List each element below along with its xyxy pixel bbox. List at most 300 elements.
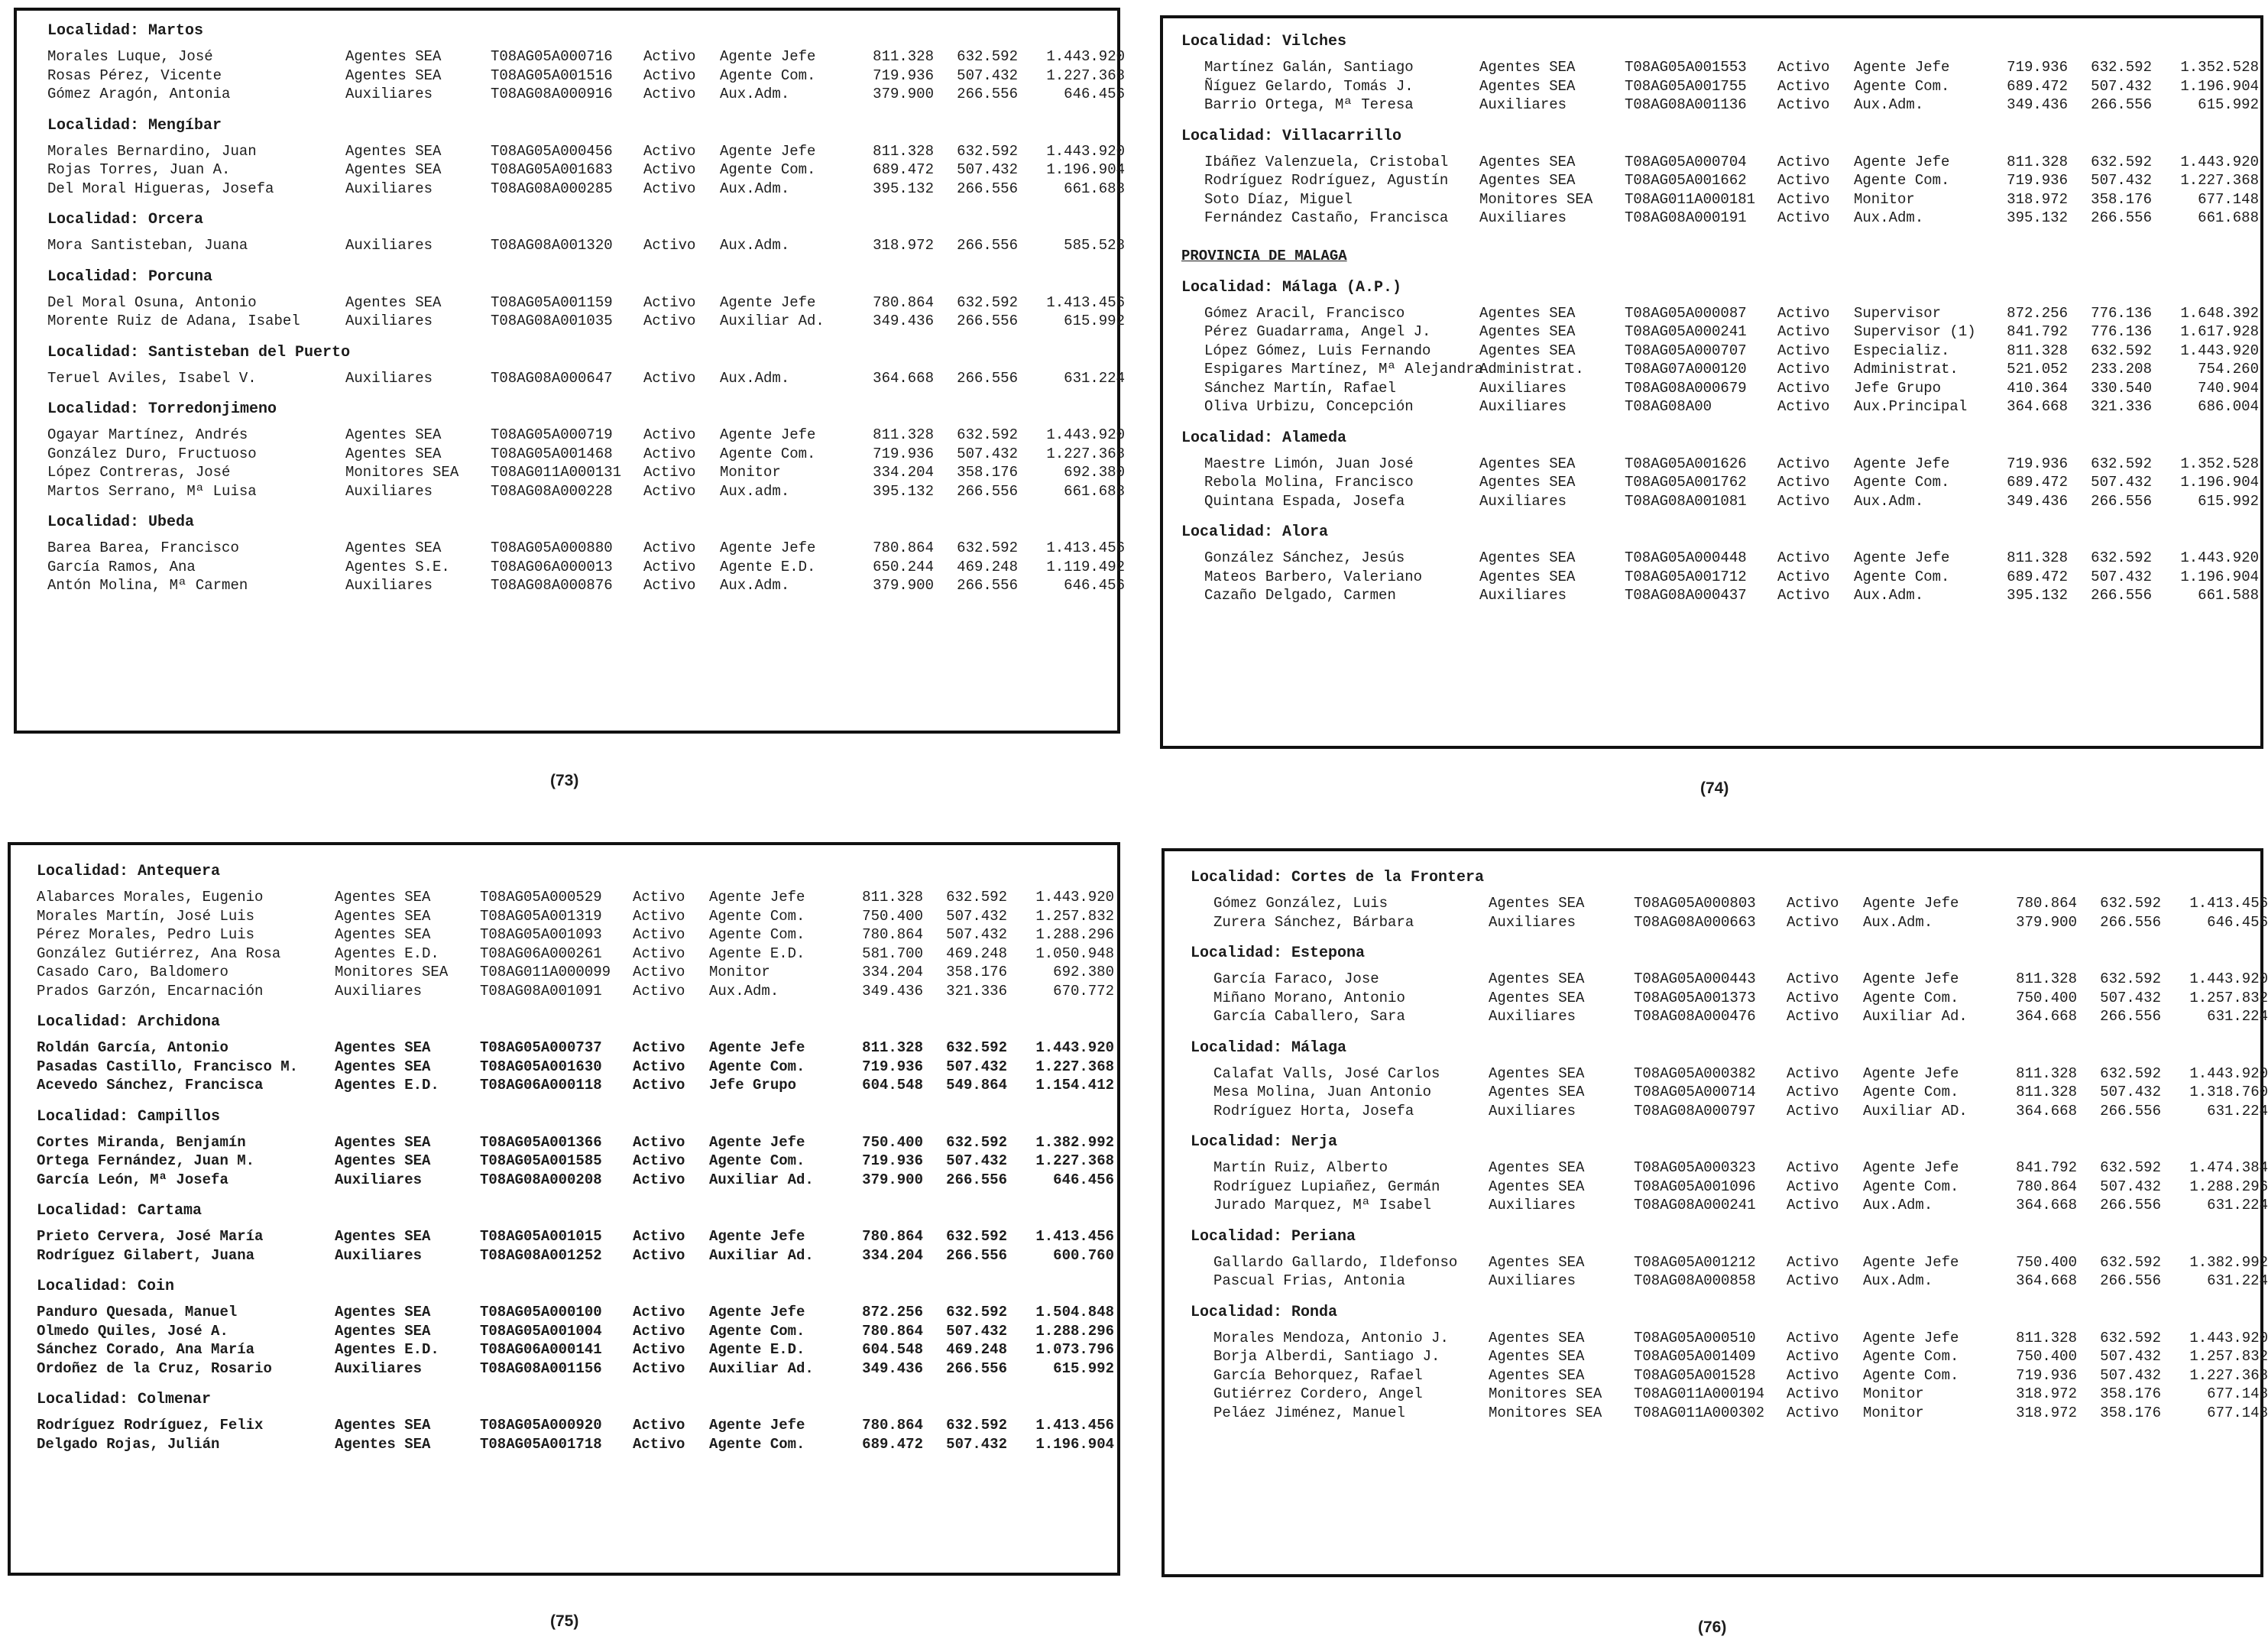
salary-base: 872.256 <box>2007 304 2068 322</box>
employee-name: Jurado Marquez, Mª Isabel <box>1213 1197 1432 1213</box>
category: Monitores SEA <box>1489 1385 1602 1402</box>
category: Auxiliares <box>1479 587 1567 604</box>
employee-name: Acevedo Sánchez, Francisca <box>37 1077 264 1094</box>
employee-row <box>1181 473 2260 492</box>
position: Supervisor (1) <box>1854 323 1976 340</box>
job-code: T08AG08A00 <box>1625 398 1712 415</box>
employee-row <box>1191 1253 2268 1272</box>
category: Monitores SEA <box>1479 190 1593 208</box>
category: Agentes SEA <box>1489 970 1585 987</box>
position: Aux.Adm. <box>720 369 790 387</box>
position: Aux.Adm. <box>720 237 790 254</box>
status: Activo <box>633 1058 685 1075</box>
salary-base: 364.668 <box>2016 1272 2077 1289</box>
status: Activo <box>1777 568 1830 585</box>
complement: 632.592 <box>2100 1159 2161 1176</box>
status: Activo <box>1787 1064 1839 1082</box>
salary-base: 811.328 <box>2007 153 2068 170</box>
employee-row <box>37 1246 1117 1265</box>
job-code: T08AG05A000448 <box>1625 549 1747 566</box>
job-code: T08AG08A001156 <box>480 1359 602 1377</box>
employee-name: Rojas Torres, Juan A. <box>47 161 231 178</box>
category: Agentes SEA <box>335 1228 431 1245</box>
category: Auxiliares <box>1489 1197 1576 1213</box>
position: Agente Jefe <box>1854 153 1950 170</box>
category: Agentes SEA <box>335 1322 431 1340</box>
salary-base: 872.256 <box>862 1304 923 1320</box>
total: 1.382.992 <box>2189 1253 2268 1271</box>
page-number-76: (76) <box>1698 1618 1727 1636</box>
complement: 233.208 <box>2091 361 2152 377</box>
position: Agente Com. <box>1854 77 1950 95</box>
employee-name: Antón Molina, Mª Carmen <box>47 577 248 594</box>
employee-row <box>47 576 1125 595</box>
job-code: T08AG05A001409 <box>1634 1348 1756 1365</box>
salary-base: 318.972 <box>2007 190 2068 208</box>
employee-row <box>37 1359 1117 1379</box>
position: Agente E.D. <box>720 558 816 575</box>
job-code: T08AG011A000099 <box>480 964 611 980</box>
category: Agentes SEA <box>1479 455 1576 472</box>
category: Agentes SEA <box>1489 1329 1585 1346</box>
total: 661.688 <box>1064 180 1125 197</box>
job-code: T08AG05A001630 <box>480 1058 602 1075</box>
employee-name: Morales Luque, José <box>47 48 213 65</box>
locality-heading: Localidad: Cartama <box>37 1202 202 1220</box>
total: 1.352.528 <box>2180 455 2259 472</box>
salary-base: 689.472 <box>2007 474 2068 491</box>
job-code: T08AG08A001252 <box>480 1246 602 1264</box>
employee-row <box>47 445 1125 464</box>
job-code: T08AG05A000100 <box>480 1304 602 1320</box>
total: 1.227.368 <box>2189 1366 2268 1384</box>
position: Agente Com. <box>720 66 816 84</box>
complement: 632.592 <box>957 426 1018 443</box>
status: Activo <box>643 66 696 84</box>
category: Agentes SEA <box>335 1039 431 1056</box>
position: Aux.Adm. <box>720 577 790 594</box>
status: Activo <box>633 1077 685 1094</box>
employee-name: García Ramos, Ana <box>47 558 196 575</box>
job-code: T08AG05A001096 <box>1634 1178 1756 1195</box>
employee-row <box>1181 209 2260 228</box>
salary-base: 841.792 <box>2007 323 2068 340</box>
employee-list <box>1191 1253 2268 1291</box>
locality-heading: Localidad: Periana <box>1191 1227 1356 1246</box>
employee-row <box>1191 1102 2268 1121</box>
employee-row <box>1191 894 2268 913</box>
locality-heading: Localidad: Cortes de la Frontera <box>1191 869 1485 886</box>
salary-base: 811.328 <box>2016 1329 2077 1346</box>
employee-row <box>47 558 1125 577</box>
job-code: T08AG05A001585 <box>480 1152 602 1169</box>
complement: 266.556 <box>957 180 1018 197</box>
position: Auxiliar Ad. <box>1863 1008 1968 1025</box>
locality-heading: Localidad: Torredonjimeno <box>47 400 277 418</box>
employee-name: Martos Serrano, Mª Luisa <box>47 482 257 500</box>
complement: 507.432 <box>946 907 1007 925</box>
status: Activo <box>643 482 696 500</box>
total: 1.257.832 <box>2189 989 2268 1006</box>
category: Auxiliares <box>345 180 433 197</box>
employee-name: Soto Díaz, Miguel <box>1204 190 1353 208</box>
employee-name: Del Moral Higueras, Josefa <box>47 180 274 197</box>
status: Activo <box>1787 989 1839 1006</box>
job-code: T08AG05A001528 <box>1634 1366 1756 1384</box>
salary-base: 395.132 <box>2007 209 2068 226</box>
salary-base: 395.132 <box>2007 587 2068 604</box>
employee-name: Morales Mendoza, Antonio J. <box>1213 1329 1449 1346</box>
category: Auxiliares <box>1489 1008 1576 1025</box>
salary-base: 334.204 <box>862 1246 923 1264</box>
employee-name: Quintana Espada, Josefa <box>1204 492 1405 510</box>
complement: 358.176 <box>957 464 1018 481</box>
position: Agente Jefe <box>709 1304 805 1320</box>
total: 692.380 <box>1064 464 1125 481</box>
employee-name: Borja Alberdi, Santiago J. <box>1213 1348 1440 1365</box>
job-code: T08AG08A000476 <box>1634 1008 1756 1025</box>
locality-heading: Localidad: Alora <box>1181 523 1329 541</box>
complement: 632.592 <box>946 889 1007 906</box>
position: Agente Jefe <box>720 426 816 443</box>
job-code: T08AG08A000228 <box>491 482 613 500</box>
total: 1.443.920 <box>2180 549 2259 566</box>
page-75-panel <box>8 842 1120 1576</box>
status: Activo <box>643 426 696 443</box>
locality-heading: Localidad: Villacarrillo <box>1181 127 1402 145</box>
total: 631.224 <box>2207 1008 2268 1025</box>
position: Agente Jefe <box>720 539 816 556</box>
salary-base: 719.936 <box>2007 455 2068 472</box>
status: Activo <box>633 1435 685 1453</box>
category: Agentes SEA <box>1489 1064 1585 1082</box>
employee-list <box>37 1133 1117 1190</box>
position: Aux.Principal <box>1854 398 1968 415</box>
salary-base: 349.436 <box>862 1359 923 1377</box>
status: Activo <box>1787 1084 1839 1100</box>
category: Auxiliares <box>345 577 433 594</box>
salary-base: 811.328 <box>873 426 934 443</box>
employee-name: Ortega Fernández, Juan M. <box>37 1152 255 1169</box>
category: Agentes SEA <box>1479 153 1576 170</box>
position: Agente Com. <box>1863 1084 1959 1100</box>
employee-row <box>47 539 1125 558</box>
job-code: T08AG05A000529 <box>480 889 602 906</box>
job-code: T08AG08A000191 <box>1625 209 1747 226</box>
locality-heading: Localidad: Ubeda <box>47 514 195 531</box>
employee-row <box>47 369 1125 388</box>
total: 670.772 <box>1053 982 1114 1000</box>
total: 1.413.456 <box>1035 1228 1114 1245</box>
total: 600.760 <box>1053 1246 1114 1264</box>
employee-row <box>1191 1083 2268 1102</box>
status: Activo <box>643 577 696 594</box>
job-code: T08AG08A001091 <box>480 982 602 1000</box>
total: 1.474.384 <box>2189 1159 2268 1176</box>
salary-base: 604.548 <box>862 1341 923 1358</box>
status: Activo <box>1777 304 1830 322</box>
employee-row <box>1181 77 2260 96</box>
status: Activo <box>633 1228 685 1245</box>
complement: 266.556 <box>946 1359 1007 1377</box>
job-code: T08AG05A000803 <box>1634 895 1756 912</box>
employee-name: Rodríguez Gilabert, Juana <box>37 1246 255 1264</box>
employee-row <box>47 180 1125 199</box>
salary-base: 811.328 <box>873 48 934 65</box>
job-code: T08AG05A001718 <box>480 1435 602 1453</box>
position: Agente Com. <box>1863 989 1959 1006</box>
salary-base: 334.204 <box>862 964 923 980</box>
position: Monitor <box>709 964 770 980</box>
position: Agente Com. <box>1854 474 1950 491</box>
employee-name: Del Moral Osuna, Antonio <box>47 293 257 311</box>
salary-base: 750.400 <box>2016 1348 2077 1365</box>
employee-name: Pascual Frias, Antonia <box>1213 1272 1405 1289</box>
job-code: T08AG05A000510 <box>1634 1329 1756 1346</box>
salary-base: 318.972 <box>2016 1385 2077 1402</box>
salary-base: 334.204 <box>873 464 934 481</box>
complement: 507.432 <box>957 161 1018 178</box>
job-code: T08AG05A001015 <box>480 1228 602 1245</box>
status: Activo <box>633 889 685 906</box>
position: Agente Jefe <box>720 293 816 311</box>
job-code: T08AG05A000714 <box>1634 1084 1756 1100</box>
complement: 507.432 <box>2100 989 2161 1006</box>
status: Activo <box>633 926 685 943</box>
category: Auxiliares <box>1489 913 1576 931</box>
category: Agentes SEA <box>345 426 442 443</box>
employee-row <box>37 1171 1117 1190</box>
employee-row <box>37 1303 1117 1322</box>
position: Agente Jefe <box>1863 1253 1959 1271</box>
employee-row <box>47 426 1125 445</box>
complement: 632.592 <box>2091 153 2152 170</box>
employee-list <box>37 1303 1117 1378</box>
employee-row <box>37 1152 1117 1171</box>
category: Agentes SEA <box>335 1304 431 1320</box>
locality-heading: Localidad: Coin <box>37 1278 175 1295</box>
total: 661.588 <box>2198 587 2259 604</box>
total: 1.196.904 <box>1046 161 1125 178</box>
job-code: T08AG05A001366 <box>480 1133 602 1151</box>
complement: 266.556 <box>946 1171 1007 1188</box>
salary-base: 719.936 <box>862 1058 923 1075</box>
employee-row <box>1181 360 2260 379</box>
job-code: T08AG011A000131 <box>491 464 622 481</box>
employee-name: González Gutiérrez, Ana Rosa <box>37 945 281 962</box>
employee-row <box>1181 379 2260 398</box>
employee-name: García Behorquez, Rafael <box>1213 1366 1423 1384</box>
employee-name: Peláez Jiménez, Manuel <box>1213 1404 1405 1421</box>
complement: 507.432 <box>2091 172 2152 189</box>
complement: 507.432 <box>957 66 1018 84</box>
employee-list <box>47 236 1125 255</box>
employee-row <box>37 1416 1117 1435</box>
category: Monitores SEA <box>345 464 459 481</box>
salary-base: 719.936 <box>873 445 934 462</box>
complement: 632.592 <box>2091 549 2152 566</box>
complement: 507.432 <box>2100 1348 2161 1365</box>
salary-base: 379.900 <box>2016 913 2077 931</box>
total: 677.148 <box>2198 190 2259 208</box>
status: Activo <box>1777 398 1830 415</box>
complement: 358.176 <box>2100 1385 2161 1402</box>
job-code: T08AG08A000858 <box>1634 1272 1756 1289</box>
category: Agentes E.D. <box>335 945 439 962</box>
salary-base: 811.328 <box>2016 970 2077 987</box>
status: Activo <box>1777 96 1830 113</box>
locality-heading: Localidad: Porcuna <box>47 267 213 286</box>
employee-row <box>47 463 1125 482</box>
position: Agente Com. <box>1854 568 1950 585</box>
employee-list <box>1181 455 2260 511</box>
employee-name: Morales Martín, José Luis <box>37 907 255 925</box>
position: Agente Com. <box>1863 1366 1959 1384</box>
category: Auxiliares <box>345 369 433 387</box>
total: 1.119.492 <box>1046 558 1125 575</box>
employee-name: Pérez Guadarrama, Angel J. <box>1204 323 1431 340</box>
complement: 507.432 <box>2100 1366 2161 1384</box>
employee-row <box>47 66 1125 86</box>
employee-row <box>37 1322 1117 1341</box>
status: Activo <box>1787 1253 1839 1271</box>
status: Activo <box>1787 1348 1839 1365</box>
employee-name: Pasadas Castillo, Francisco M. <box>37 1058 299 1075</box>
job-code: T08AG08A000647 <box>491 369 613 387</box>
status: Activo <box>643 86 696 102</box>
employee-name: Ordoñez de la Cruz, Rosario <box>37 1359 272 1377</box>
position: Monitor <box>1854 190 1915 208</box>
salary-base: 364.668 <box>873 369 934 387</box>
job-code: T08AG05A000456 <box>491 142 613 160</box>
employee-name: Olmedo Quiles, José A. <box>37 1322 228 1340</box>
position: Aux.Adm. <box>709 982 779 1000</box>
category: Agentes SEA <box>335 1058 431 1075</box>
employee-row <box>47 293 1125 313</box>
employee-name: Ñíguez Gelardo, Tomás J. <box>1204 77 1414 95</box>
status: Activo <box>1787 1272 1839 1289</box>
status: Activo <box>1777 492 1830 510</box>
employee-name: Fernández Castaño, Francisca <box>1204 209 1449 226</box>
employee-name: García León, Mª Josefa <box>37 1171 228 1188</box>
complement: 266.556 <box>2091 96 2152 113</box>
employee-name: Morente Ruiz de Adana, Isabel <box>47 313 300 329</box>
status: Activo <box>1777 77 1830 95</box>
position: Agente Jefe <box>720 48 816 65</box>
employee-name: Barrio Ortega, Mª Teresa <box>1204 96 1414 113</box>
position: Agente Com. <box>1863 1348 1959 1365</box>
employee-list <box>1191 970 2268 1026</box>
salary-base: 379.900 <box>873 86 934 102</box>
position: Supervisor <box>1854 304 1942 322</box>
job-code: T08AG011A000302 <box>1634 1404 1765 1421</box>
salary-base: 811.328 <box>862 889 923 906</box>
position: Agente Jefe <box>709 1133 805 1151</box>
category: Agentes SEA <box>345 142 442 160</box>
job-code: T08AG08A000437 <box>1625 587 1747 604</box>
salary-base: 780.864 <box>873 293 934 311</box>
employee-name: Espigares Martínez, Mª Alejandra <box>1204 361 1483 377</box>
employee-name: Teruel Aviles, Isabel V. <box>47 369 257 387</box>
category: Agentes SEA <box>1489 1366 1585 1384</box>
salary-base: 750.400 <box>2016 989 2077 1006</box>
complement: 632.592 <box>2091 455 2152 472</box>
status: Activo <box>1777 59 1830 76</box>
position: Agente Jefe <box>709 1417 805 1434</box>
employee-list <box>47 293 1125 331</box>
job-code: T08AG05A001662 <box>1625 172 1747 189</box>
employee-list <box>47 539 1125 595</box>
employee-row <box>1181 397 2260 416</box>
position: Auxiliar Ad. <box>709 1246 814 1264</box>
locality-heading: Localidad: Vilches <box>1181 33 1347 50</box>
job-code: T08AG05A000707 <box>1625 342 1747 359</box>
total: 1.257.832 <box>2189 1348 2268 1365</box>
employee-name: Martínez Galán, Santiago <box>1204 59 1414 76</box>
employee-row <box>1191 1158 2268 1178</box>
total: 1.288.296 <box>1035 1322 1114 1340</box>
status: Activo <box>643 464 696 481</box>
employee-row <box>1191 1404 2268 1423</box>
status: Activo <box>1777 153 1830 170</box>
salary-base: 364.668 <box>2016 1197 2077 1213</box>
category: Auxiliares <box>335 1359 423 1377</box>
complement: 632.592 <box>946 1228 1007 1245</box>
page-76-panel <box>1162 848 2268 1577</box>
employee-row <box>47 47 1125 66</box>
status: Activo <box>633 964 685 980</box>
employee-list <box>1191 1064 2268 1121</box>
complement: 266.556 <box>957 577 1018 594</box>
position: Agente Jefe <box>709 889 805 906</box>
employee-name: Rodríguez Rodríguez, Agustín <box>1204 172 1449 189</box>
employee-name: García Faraco, Jose <box>1213 970 1379 987</box>
locality-heading: Localidad: Archidona <box>37 1013 221 1031</box>
employee-row <box>37 925 1117 945</box>
salary-base: 349.436 <box>862 982 923 1000</box>
total: 1.382.992 <box>1035 1133 1114 1151</box>
category: Agentes SEA <box>1489 1348 1585 1365</box>
total: 1.318.760 <box>2189 1084 2268 1100</box>
job-code: T08AG05A001004 <box>480 1322 602 1340</box>
employee-name: Miñano Morano, Antonio <box>1213 989 1405 1006</box>
complement: 507.432 <box>2100 1178 2161 1195</box>
complement: 632.592 <box>946 1417 1007 1434</box>
category: Agentes SEA <box>345 48 442 65</box>
employee-row <box>1191 1196 2268 1215</box>
job-code: T08AG05A001093 <box>480 926 602 943</box>
complement: 330.540 <box>2091 379 2152 397</box>
position: Agente Com. <box>709 1058 805 1075</box>
job-code: T08AG05A001762 <box>1625 474 1747 491</box>
position: Agente Jefe <box>709 1228 805 1245</box>
category: Agentes SEA <box>1479 342 1576 359</box>
status: Activo <box>1777 209 1830 226</box>
complement: 266.556 <box>2091 209 2152 226</box>
locality-heading: Localidad: Campillos <box>37 1107 221 1126</box>
position: Agente Com. <box>1854 172 1950 189</box>
total: 1.413.456 <box>1046 293 1125 311</box>
position: Agente Com. <box>709 926 805 943</box>
status: Activo <box>1777 379 1830 397</box>
total: 1.288.296 <box>1035 926 1114 943</box>
employee-row <box>1181 586 2260 605</box>
employee-name: Barea Barea, Francisco <box>47 539 239 556</box>
salary-base: 318.972 <box>2016 1404 2077 1421</box>
salary-base: 318.972 <box>873 237 934 254</box>
complement: 507.432 <box>946 1058 1007 1075</box>
salary-base: 811.328 <box>2016 1084 2077 1100</box>
